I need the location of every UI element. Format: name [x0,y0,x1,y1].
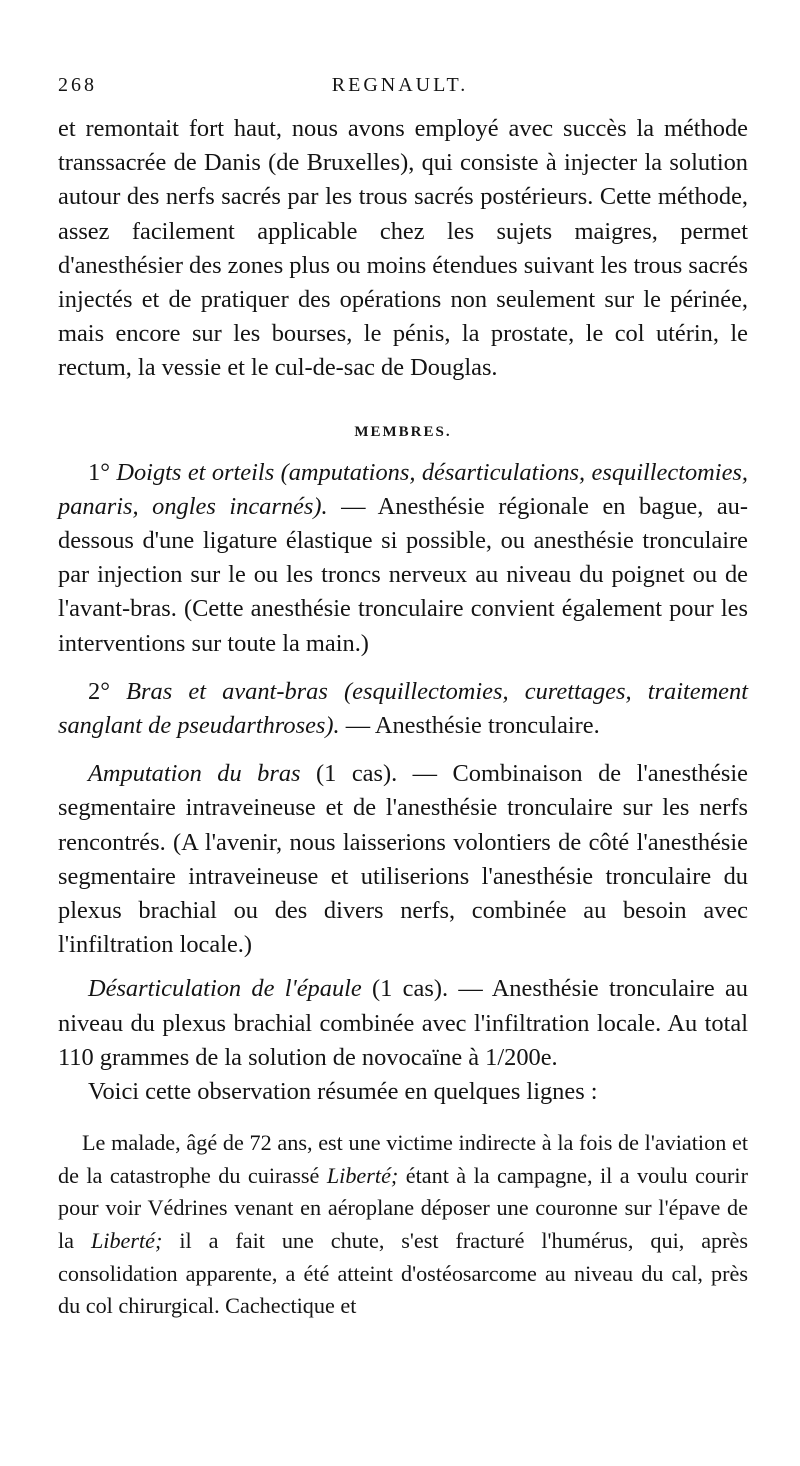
page-header [58,74,742,104]
subsection-title: Amputation du bras [88,760,301,788]
ship-name: Liberté; [90,1228,163,1254]
observation-intro: Voici cette observation résumée en quelques lignes : [88,1078,598,1106]
section-title: MEMBRES. [354,423,452,440]
observation-text [58,1127,748,1323]
subsection-text: (1 cas). — Combinaison de l'anesthésie segmentaire intraveineuse et de l'anesthésie tronculaire sur les nerfs rencontrés. (A l'avenir, nous laisserions volontiers de côté l'anesthésie segmentaire intraveineuse et utiliserions l'anesthésie tronculaire du plexus brachial ou des divers nerfs, combinée au besoin avec l'infiltration locale.) [58,760,748,959]
subsection-text: (1 cas). — Anesthésie tronculaire au niveau du plexus brachial combinée avec l'infiltration locale. Au total 110 grammes de la solution de novocaïne à 1/200e. [58,975,748,1071]
intro-paragraph: et remontait fort haut, nous avons employé avec succès la méthode transsacrée de Danis (de Bruxelles), qui consiste à injecter la solution autour des nerfs sacrés par les trous sacrés postérieurs. Cette méthode, assez facilement applicable chez les sujets maigres, permet d'anesthésier des zones plus ou moins étendues suivant les trous sacrés injectés et de pratiquer des opérations non seulement sur le périnée, mais encore sur les bourses, le pénis, la prostate, le col utérin, le rectum, la vessie et le cul-de-sac de Douglas. [58,115,748,382]
item-title: Doigts et orteils (amputations, désarticulations, esquillectomies, panaris, ongles incarnés). [58,458,748,520]
running-title: REGNAULT. [331,74,469,96]
observation-part: étant à la campagne, il a voulu courir pour voir Védrines venant en aéroplane déposer une couronne sur l'épave de la [58,1162,748,1254]
observation-part: Le malade, âgé de 72 ans, est une victime indirecte à la fois de l'aviation et de la catastrophe du cuirassé [58,1130,748,1188]
item-text: — Anesthésie régionale en bague, au-dessous d'une ligature élastique si possible, ou anesthésie tronculaire par injection sur le ou les troncs nerveux au niveau du poignet ou de l'avant-bras. (Cette anesthésie tronculaire convient également pour les interventions sur toute la main.) [58,492,748,657]
item-title: Bras et avant-bras (esquillectomies, curettages, traitement sanglant de pseudarthroses). [58,677,748,740]
page-body [58,112,748,1323]
subsection-amputation [58,757,748,962]
item-number: 1° [88,458,110,486]
item-text: — Anesthésie tronculaire. [339,712,600,740]
item-arm-forearm [58,675,748,743]
ship-name: Liberté; [326,1162,399,1188]
subsection-desarticulation [58,972,748,1075]
subsection-title: Désarticulation de l'épaule [88,975,362,1003]
item-fingers-toes [58,456,748,661]
item-number: 2° [88,677,110,705]
observation-part: il a fait une chute, s'est fracturé l'humérus, qui, après consolidation apparente, a été atteint d'ostéosarcome au niveau du cal, près du col chirurgical. Cachectique et [58,1228,749,1319]
page-number: 268 [58,74,97,96]
